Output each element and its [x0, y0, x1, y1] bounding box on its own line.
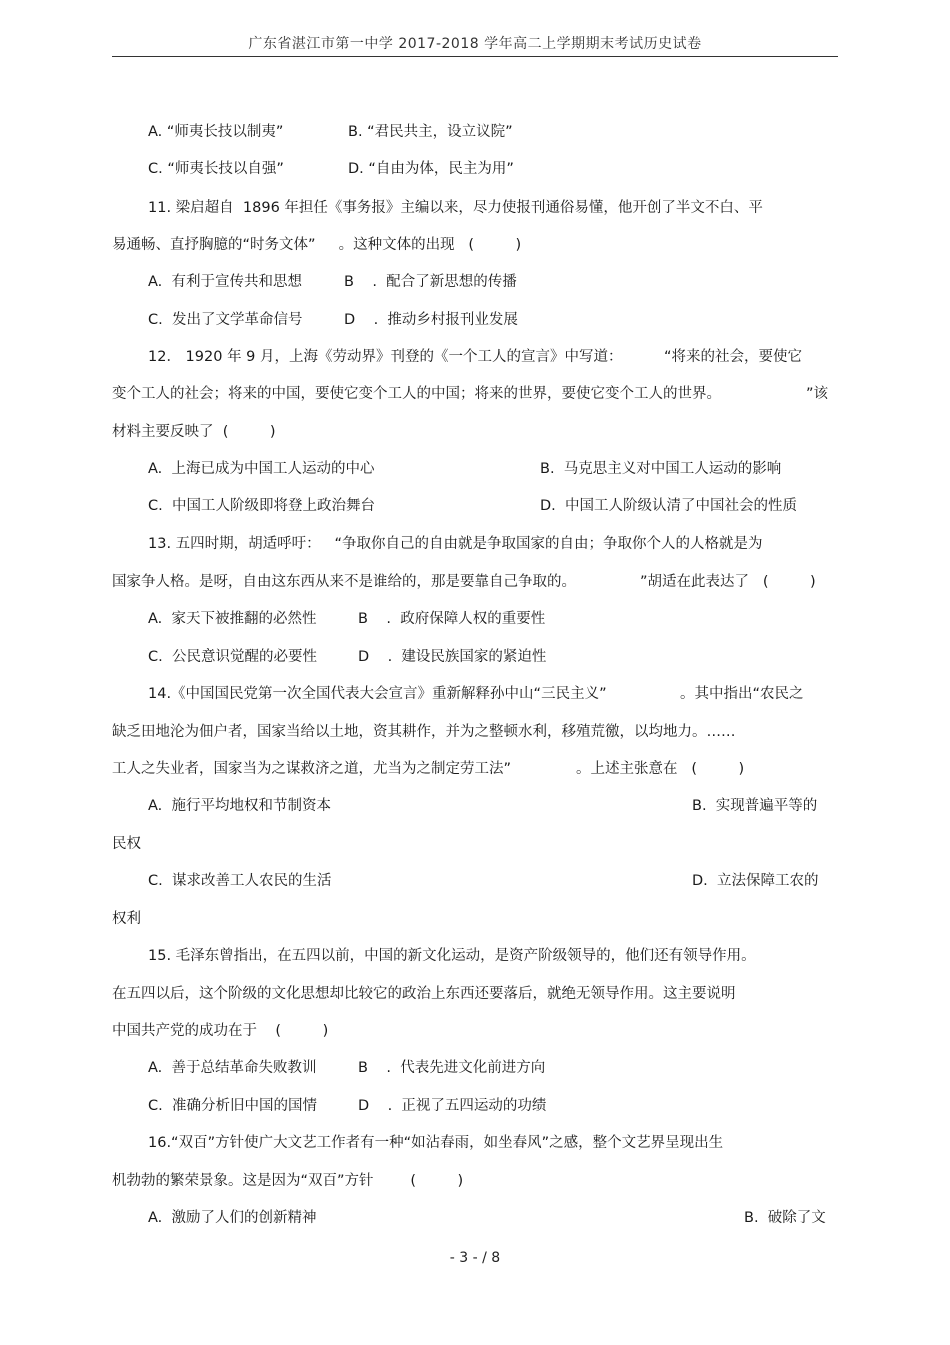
question-12-line2: 变个工人的社会；将来的中国，要使它变个工人的中国；将来的世界，要使它变个工人的世界。	[112, 386, 721, 402]
option-14d: D. 立法保障工农的	[692, 873, 819, 889]
question-11-line1: 11. 梁启超自 1896 年担任《事务报》主编以来，尽力使报刊通俗易懂，他开创了半文不白、平	[148, 200, 763, 216]
option-13a: A. 家天下被推翻的必然性	[148, 611, 317, 627]
question-13-line2-end: ”胡适在此表达了 ( )	[640, 574, 816, 590]
option-11d: D . 推动乡村报刊业发展	[344, 312, 518, 328]
option-12a: A. 上海已成为中国工人运动的中心	[148, 461, 375, 477]
question-12-line2-end: ”该	[806, 386, 829, 402]
header-divider	[112, 56, 838, 57]
question-11-line2: 易通畅、直抒胸臆的“时务文体” 。这种文体的出现 ( )	[112, 237, 522, 253]
option-14b-cont: 民权	[112, 836, 141, 852]
option-13b: B . 政府保障人权的重要性	[358, 611, 546, 627]
option-12d: D. 中国工人阶级认清了中国社会的性质	[540, 498, 797, 514]
question-12-line1: 12． 1920 年 9 月，上海《劳动界》刊登的《一个工人的宣言》中写道： “将来的社会，要使它	[148, 349, 803, 365]
question-14-line1-end: 。其中指出“农民之	[680, 686, 804, 702]
option-14c: C. 谋求改善工人农民的生活	[148, 873, 332, 889]
question-12-line3: 材料主要反映了 ( )	[112, 424, 276, 440]
option-10d: D. “自由为体，民主为用”	[348, 161, 514, 177]
option-13c: C. 公民意识觉醒的必要性	[148, 649, 317, 665]
question-13-line1: 13. 五四时期，胡适呼吁： “争取你自己的自由就是争取国家的自由；争取你个人的人格就是为	[148, 536, 763, 552]
option-14d-cont: 权利	[112, 911, 141, 927]
option-16b: B. 破除了文	[744, 1210, 826, 1226]
option-11c: C. 发出了文学革命信号	[148, 312, 303, 328]
option-15a: A. 善于总结革命失败教训	[148, 1060, 317, 1076]
option-14a: A. 施行平均地权和节制资本	[148, 798, 331, 814]
option-12c: C. 中国工人阶级即将登上政治舞台	[148, 498, 375, 514]
option-12b: B. 马克思主义对中国工人运动的影响	[540, 461, 782, 477]
page-header: 广东省湛江市第一中学 2017-2018 学年高二上学期期末考试历史试卷	[248, 36, 702, 52]
question-16-line1: 16.“双百”方针使广大文艺工作者有一种“如沾春雨，如坐春风”之感，整个文艺界呈现出生	[148, 1135, 724, 1151]
option-10b: B. “君民共主，设立议院”	[348, 124, 513, 140]
question-15-line2: 在五四以后，这个阶级的文化思想却比较它的政治上东西还要落后，就绝无领导作用。这主要说明	[112, 986, 736, 1002]
option-15d: D . 正视了五四运动的功绩	[358, 1098, 547, 1114]
question-15-line3: 中国共产党的成功在于 ( )	[112, 1023, 329, 1039]
option-15c: C. 准确分析旧中国的国情	[148, 1098, 317, 1114]
question-14-line1: 14.《中国国民党第一次全国代表大会宣言》重新解释孙中山“三民主义”	[148, 686, 607, 702]
question-14-line3-end: 。上述主张意在 ( )	[576, 761, 745, 777]
option-10c: C. “师夷长技以自强”	[148, 161, 284, 177]
option-14b: B. 实现普遍平等的	[692, 798, 818, 814]
option-11a: A. 有利于宣传共和思想	[148, 274, 302, 290]
option-10a: A. “师夷长技以制夷”	[148, 124, 284, 140]
question-15-line1: 15. 毛泽东曾指出，在五四以前，中国的新文化运动，是资产阶级领导的，他们还有领导作用。	[148, 948, 756, 964]
question-14-line3: 工人之失业者，国家当为之谋救济之道，尤当为之制定劳工法”	[112, 761, 512, 777]
option-13d: D . 建设民族国家的紧迫性	[358, 649, 547, 665]
question-16-line2: 机勃勃的繁荣景象。这是因为“双百”方针 ( )	[112, 1173, 464, 1189]
option-16a: A. 激励了人们的创新精神	[148, 1210, 317, 1226]
option-15b: B . 代表先进文化前进方向	[358, 1060, 546, 1076]
option-11b: B . 配合了新思想的传播	[344, 274, 517, 290]
question-14-line2: 缺乏田地沦为佃户者，国家当给以土地，资其耕作，并为之整顿水利，移殖荒徼，以均地力。……	[112, 724, 736, 740]
question-13-line2: 国家争人格。是呀，自由这东西从来不是谁给的，那是要靠自己争取的。	[112, 574, 576, 590]
page-number: - 3 - / 8	[449, 1250, 501, 1266]
